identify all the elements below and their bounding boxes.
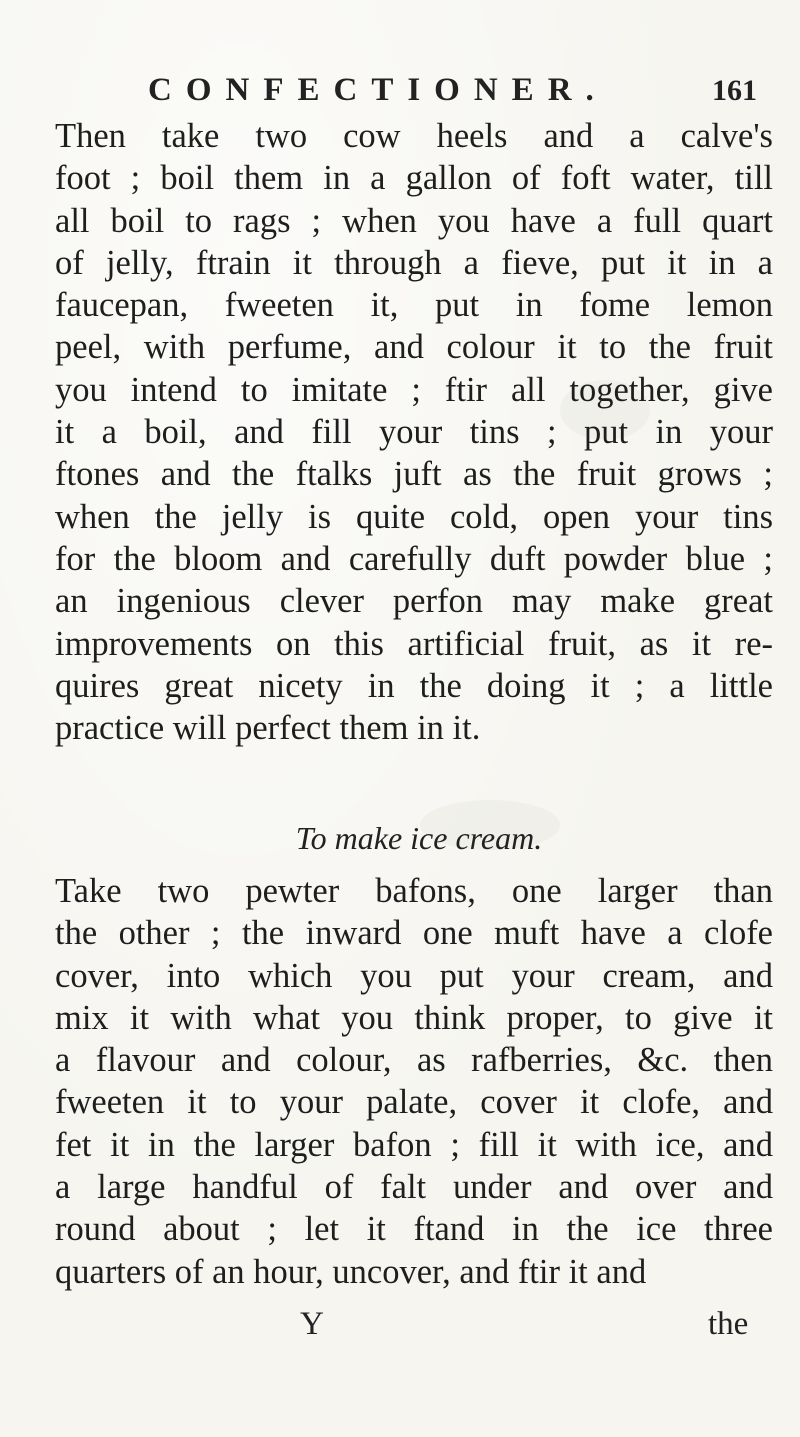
paragraph-ice-cream [55, 870, 773, 1293]
page-number: 161 [712, 74, 757, 107]
text-line: it a boil, and fill your tins ; put in your [55, 413, 773, 452]
section-heading: To make ice cream. [295, 820, 543, 856]
text-line: improvements on this artificial fruit, as it re- [55, 624, 773, 663]
text-line: when the jelly is quite cold, open your tins [55, 497, 773, 536]
running-title: CONFECTIONER. [148, 72, 608, 108]
text-line: fet it in the larger bafon ; fill it with ice, and [55, 1125, 773, 1164]
text-line: faucepan, fweeten it, put in fome lemon [55, 286, 773, 325]
text-line: for the bloom and carefully duft powder blue ; [55, 539, 773, 578]
catch-line [0, 1306, 800, 1346]
text-line: cover, into which you put your cream, and [55, 956, 773, 995]
text-line: quires great nicety in the doing it ; a little [55, 666, 773, 705]
text-line: mix it with what you think proper, to give it [55, 998, 773, 1037]
text-line: quarters of an hour, uncover, and ftir it and [55, 1252, 647, 1291]
signature-mark: Y [300, 1306, 324, 1342]
text-line: fweeten it to your palate, cover it clofe, and [55, 1083, 773, 1122]
text-line: peel, with perfume, and colour it to the fruit [55, 328, 773, 367]
text-line: an ingenious clever perfon may make great [55, 582, 773, 621]
text-line: you intend to imitate ; ftir all together, give [55, 370, 773, 409]
text-line: Then take two cow heels and a calve's [55, 117, 773, 155]
text-line: ftones and the ftalks juft as the fruit grows ; [55, 455, 773, 494]
text-line: round about ; let it ftand in the ice three [55, 1210, 773, 1249]
text-line: all boil to rags ; when you have a full quart [55, 201, 773, 240]
catchword: the [708, 1306, 749, 1342]
text-line: a flavour and colour, as rafberries, &c. then [55, 1041, 773, 1080]
text-line: the other ; the inward one muft have a clofe [55, 914, 773, 953]
text-line: Take two pewter bafons, one larger than [55, 872, 773, 910]
text-line: practice will perfect them in it. [55, 709, 481, 748]
text-line: foot ; boil them in a gallon of foft water, till [55, 159, 773, 198]
paragraph-jelly-fruit [55, 115, 773, 749]
text-line: a large handful of falt under and over and [55, 1168, 773, 1207]
text-line: of jelly, ftrain it through a fieve, put it in a [55, 243, 773, 282]
running-head [0, 72, 800, 112]
